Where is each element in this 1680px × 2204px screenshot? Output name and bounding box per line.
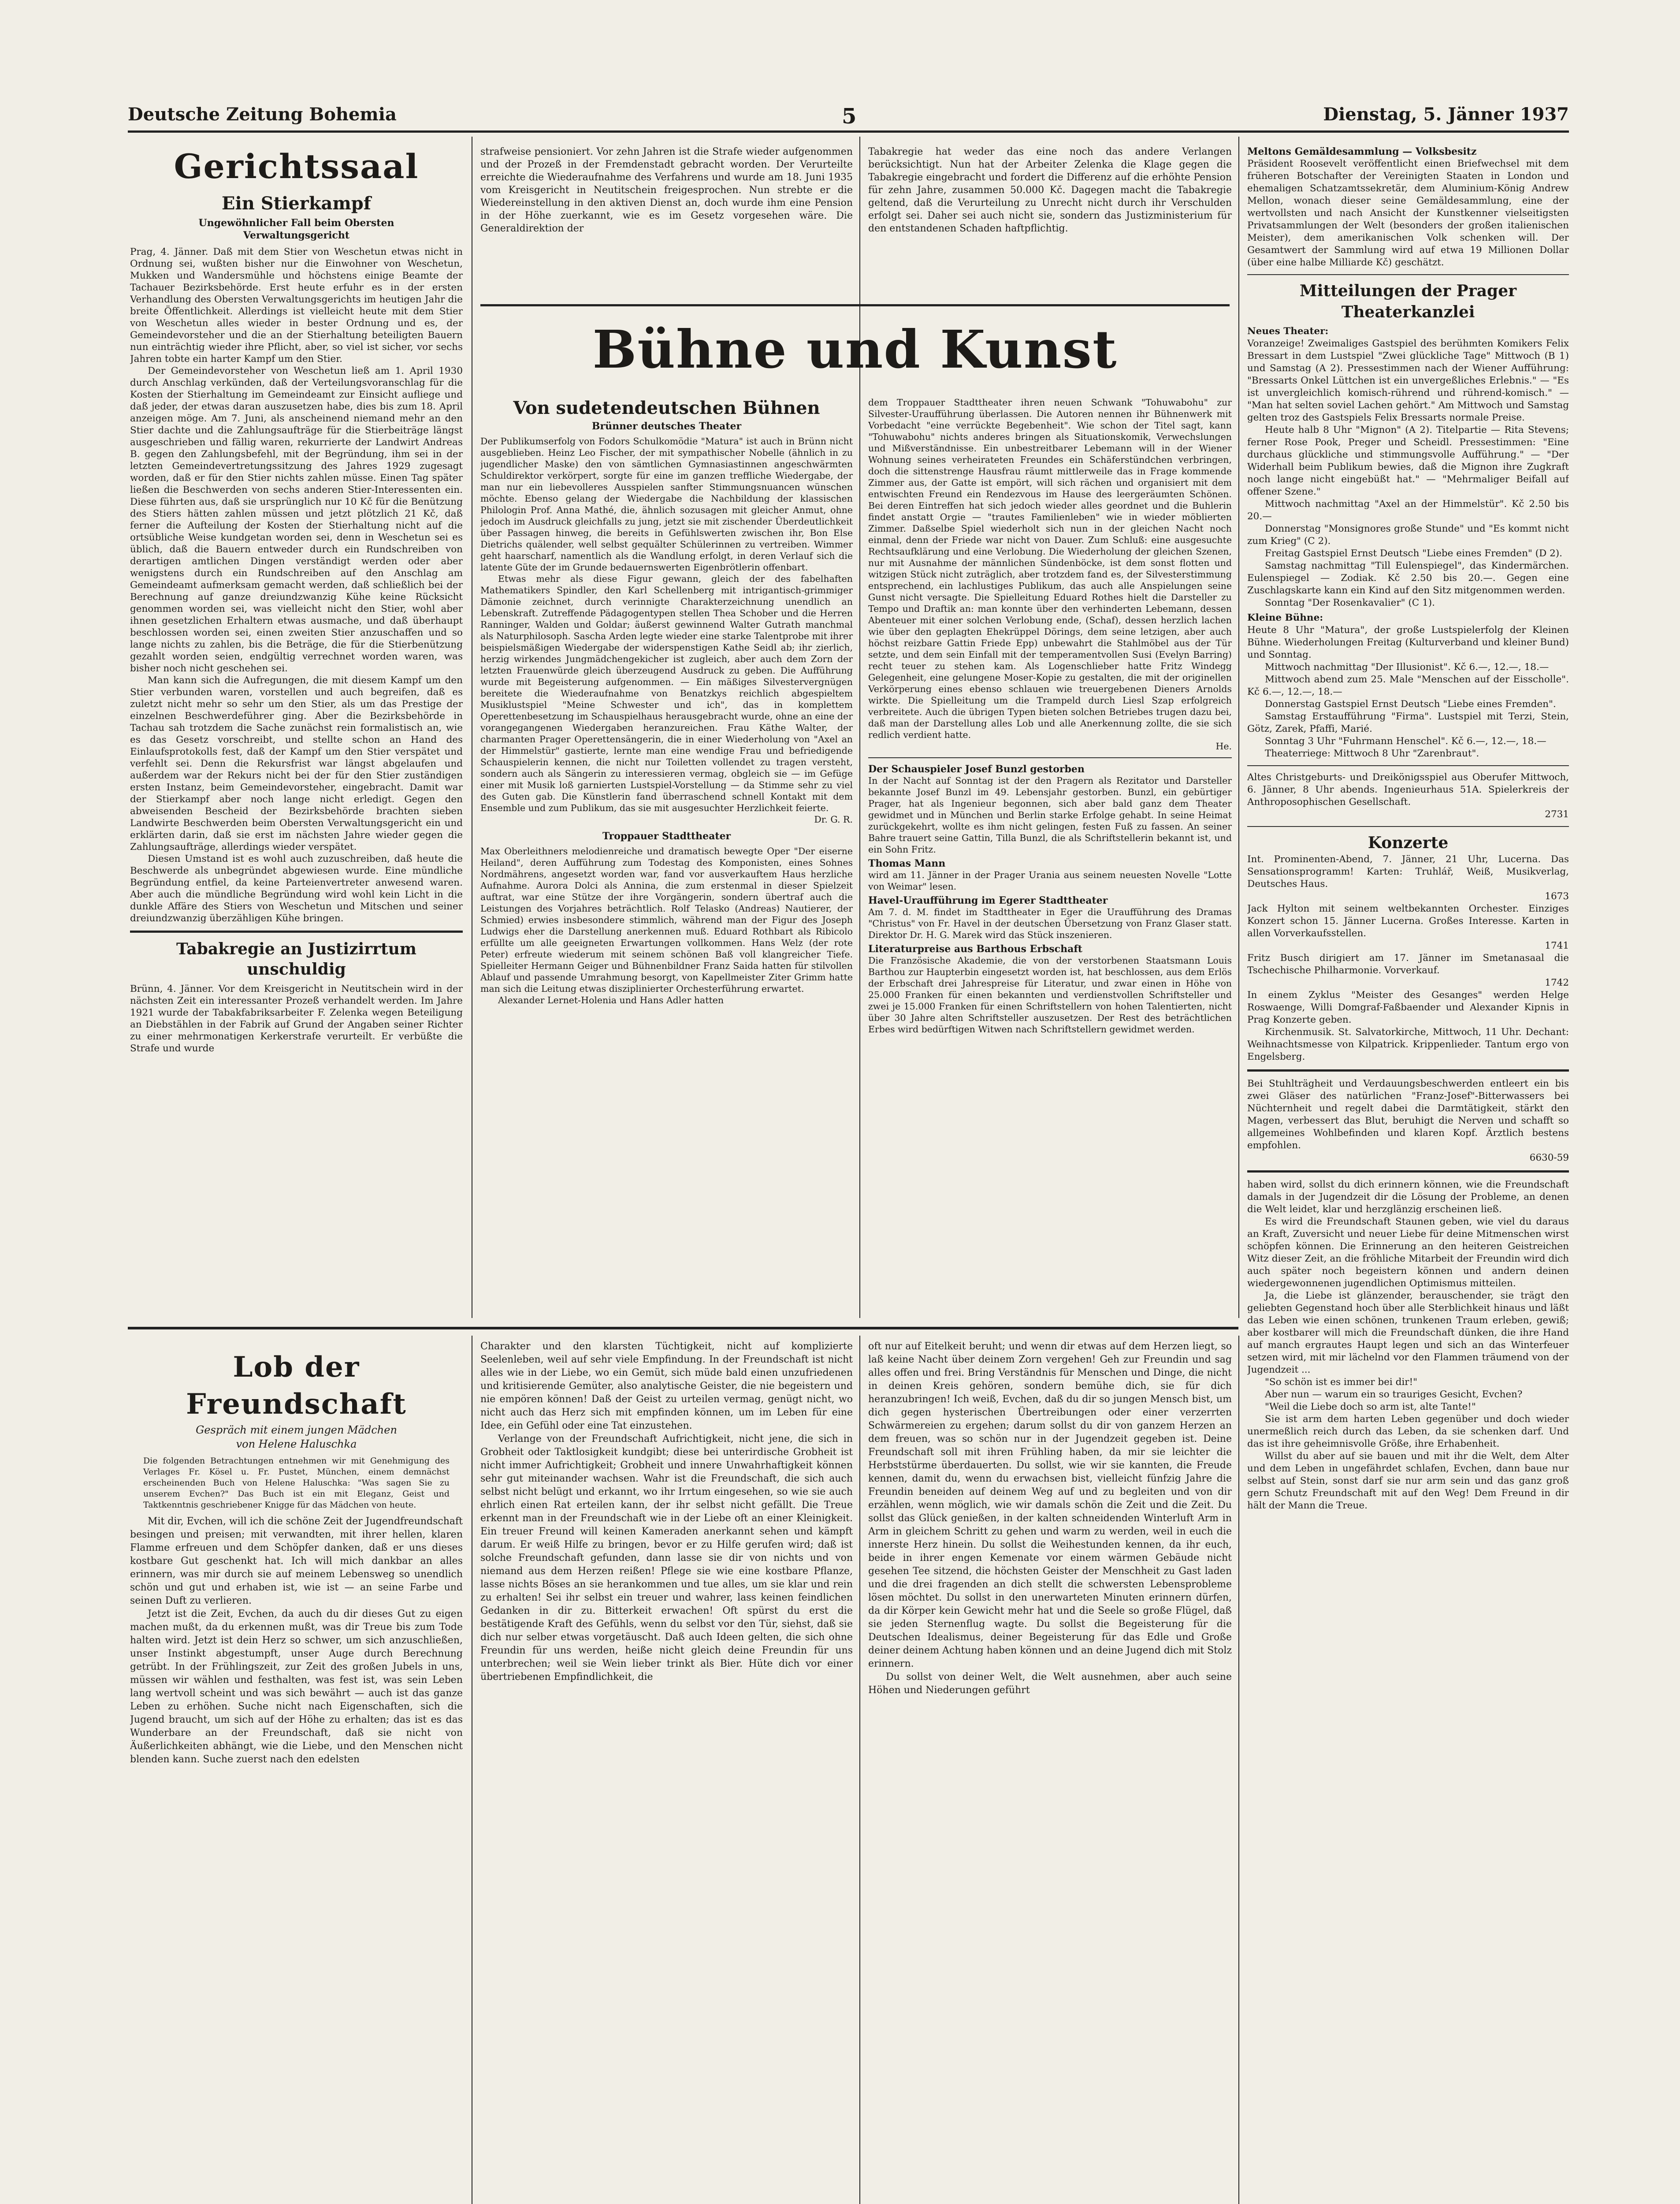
paragraph: Aber nun — warum ein so trauriges Gesicht, Evchen?	[1265, 1389, 1523, 1400]
article-subheadline: Brünner deutsches Theater	[591, 421, 742, 432]
paragraph: Max Oberleithners melodienreiche und dramatisch bewegte Oper "Der eiserne Heiland", deren Aufführung zum Todestag des Komponisten, eines Sohnes Nordmährens, angesetzt worden war, fand vor ausverkauftem Haus herzliche Aufnahme. Aurora Dolci als Annina, die zum erstenmal in dieser Spielzeit auftrat, war eine Stütze der ihre Vorgängerin, sondern übertraf auch die Leistungen des Vorjahres beträchtlich. Rolf Telasko (Andreas) Nautierer, der Schmied) erwies insbesondere stimmlich, während man der Figur des Joseph Ludwigs eher die Darstellung anerkennen muß. Eduard Rothbart als Ribicolo erfüllte um alle geeigneten Erwartungen vollkommen. Hans Welz (der rote Peter) erfreute wiederum mit seinem schönen Baß voll klangreicher Tiefe. Spielleiter Hermann Geiger und Bühnenbildner Franz Saida hatten für stilvollen Ablauf und passende Umrahmung besorgt, von Kapellmeister Ziter Grimm hatte man sich die Leitung etwas disziplinierter Orchesterführung erwartet.	[480, 846, 853, 994]
paragraph: Brünn, 4. Jänner. Vor dem Kreisgericht in Neutitschein wird in der nächsten Zeit ein interessanter Prozeß verhandelt werden. Im Jahre 1921 wurde der Tabakfabriksarbeiter F. Zelenka wegen Beteiligung an Diebstählen in der Fabrik auf Grund der Angaben seiner Richter zu einer mehrmonatigen Kerkerstrafe verurteilt. Er verbüßte die Strafe und wurde	[130, 983, 463, 1054]
article-headline: Thomas Mann	[868, 858, 946, 869]
issue-date: Dienstag, 5. Jänner 1937	[1323, 104, 1569, 125]
paragraph: Mittwoch nachmittag "Der Illusionist". Kč 6.—, 12.—, 18.—	[1265, 662, 1549, 673]
paragraph: Fritz Busch dirigiert am 17. Jänner im Smetanasaal die Tschechische Philharmonie. Vorverkauf.	[1247, 953, 1569, 976]
paragraph: Willst du aber auf sie bauen und mit ihr die Welt, dem Alter und dem Leben in ungefährdet schlafen, Evchen, dann baue nur selbst auf Stein, sonst darf sie nur arm sein und das ganz groß gern Schutz Freundschaft mit auf den Weg! Dem Freund in dir hält der Mann die Treue.	[1247, 1451, 1569, 1511]
paragraph: Es wird die Freundschaft Staunen geben, wie viel du daraus an Kraft, Zuversicht und neuer Liebe für deine Mitmenschen wirst schöpfen können. Die Erinnerung an den heiteren Geistreichen Witz dieser Zeit, an die fröhliche Mitarbeit der Freundin wird dich auch später noch begeistern können und andern deinen wiedergewonnenen jugendlichen Optimismus mitteilen.	[1247, 1216, 1569, 1289]
paragraph: Mittwoch abend zum 25. Male "Menschen auf der Eisscholle". Kč 6.—, 12.—, 18.—	[1247, 674, 1569, 697]
paragraph: In einem Zyklus "Meister des Gesanges" werden Helge Roswaenge, Willi Domgraf-Faßbaender und Alexander Kipnis in Prag Konzerte geben.	[1247, 990, 1569, 1025]
ad-code: 1742	[1545, 977, 1569, 988]
article-separator	[1247, 765, 1569, 766]
ad-code: 1673	[1545, 891, 1569, 902]
paragraph: Voranzeige! Zweimaliges Gastspiel des berühmten Komikers Felix Bressart in dem Lustspiel "Zwei glückliche Tage" Mittwoch (B 1) und Samstag (A 2). Pressestimmen nach der Wiener Aufführung: "Bressarts Onkel Lüttchen ist ein unvergeßliches Erlebnis." — "Es ist unvergleichlich komisch-rührend und rührend-komisch." — "Man hat selten soviel Lachen gehört." Am Mittwoch und Samstag gelten troz des Gastspiels Felix Bressarts normale Preise.	[1247, 338, 1569, 423]
column-rule	[1238, 137, 1239, 1318]
column-feuilleton	[130, 1340, 463, 2204]
article-headline: Von sudetendeutschen Bühnen	[513, 398, 820, 418]
paragraph: Verlange von der Freundschaft Aufrichtigkeit, nicht jene, die sich in Grobheit oder Taktlosigkeit kundgibt; diese bei unterirdische Grobheit ist nicht immer Aufrichtigkeit; Grobheit und innere Unwahrhaftigkeit können sehr gut miteinander wachsen. Wahr ist die Freundschaft, die sich auch selbst nicht belügt und erkannt, wo ihr Irrtum eingesehen, so wie sie auch ehrlich einen Rat erteilen kann, der ihr selbst nicht gefällt. Die Treue erkennt man in der Freundschaft wie in der Liebe oft an einer Kleinigkeit. Ein treuer Freund will keinen Kameraden anerkannt sehen und kämpft darum. Er weiß Hilfe zu bringen, bevor er zu Hilfe gerufen wird; daß ist solche Freundschaft gefunden, dann lasse sie dir von nichts und von niemand aus dem Herzen reißen! Pflege sie wie eine kostbare Pflanze, lasse nichts Böses an sie herankommen und tue alles, um sie klar und rein zu erhalten! Sei ihr selbst ein treuer und wahrer, lass keinen feindlichen Gedanken in dir zu. Bitterkeit erwachen! Oft spürst du erst die bestätigende Kraft des Gefühls, wenn du selbst vor den Tür, siehst, daß sie dich nur selber etwas vorgetäuscht. Daß auch Ideen gelten, die sich ohne Freundin für uns werden, heiße nicht gleich deine Freundin für uns unterbrechen; weil sie Wein lieber trinkt als Bier. Hüte dich vor einer übertriebenen Empfindlichkeit, die	[480, 1433, 853, 1683]
column-rule	[1238, 1336, 1239, 2204]
article-headline: Konzerte	[1368, 834, 1449, 852]
article-subheadline: Gespräch mit einem jungen Mädchen	[196, 1424, 397, 1436]
section-rule	[128, 1327, 1238, 1329]
article-headline: Havel-Uraufführung im Egerer Stadttheater	[868, 895, 1108, 906]
article-separator	[1247, 1069, 1569, 1072]
paragraph: Präsident Roosevelt veröffentlicht einen Briefwechsel mit dem früheren Botschafter der Vereinigten Staaten in London und ehemaligen Schatzamtssekretär, dem Aluminium-König Andrew Mellon, wonach dieser seine Gemäldesammlung, eine der wertvollsten und nach Ansicht der Kunstkenner vielseitigsten Privatsammlungen der Welt (besonders der großen italienischen Meister), dem amerikanischen Volk schenken will. Der Gesamtwert der Sammlung wird auf etwa 19 Millionen Dollar (über eine halbe Milliarde Kč) geschätzt.	[1247, 158, 1569, 268]
paragraph: Am 7. d. M. findet im Stadttheater in Eger die Uraufführung des Dramas "Christus" von Fr. Havel in der deutschen Übersetzung von Franz Glaser statt. Direktor Dr. H. G. Marek wird das Stück inszenieren.	[868, 907, 1232, 940]
signature: He.	[1215, 741, 1232, 752]
paragraph: wird am 11. Jänner in der Prager Urania aus seinem neuesten Novelle "Lotte von Weimar" lesen.	[868, 870, 1232, 892]
section-title: Lob der Freundschaft	[186, 1351, 407, 1421]
masthead-rule	[128, 130, 1569, 133]
article-headline: Mitteilungen der Prager Theaterkanzlei	[1299, 282, 1517, 321]
author-byline: von Helene Haluschka	[236, 1438, 357, 1450]
signature: Dr. G. R.	[814, 814, 853, 825]
paragraph: Jack Hylton mit seinem weltbekannten Orchester. Einziges Konzert schon 15. Jänner Lucerna. Großes Interesse. Karten in allen Vorverkaufsstellen.	[1247, 903, 1569, 939]
paragraph: strafweise pensioniert. Vor zehn Jahren ist die Strafe wieder aufgenommen und der Prozeß in der Fremdenstadt gebracht worden. Der Verurteilte erreichte die Wiederaufnahme des Verfahrens und wurde am 18. Juni 1935 vom Kreisgericht in Neutitschein freigesprochen. Nun strebte er die Wiedereinstellung in den aktiven Dienst an, doch wurde ihm eine Pension in der Höhe zuerkannt, wie es im Gesetz vorgesehen wäre. Die Generaldirektion der	[480, 146, 853, 234]
paragraph: Samstag nachmittag "Till Eulenspiegel", das Kindermärchen. Eulenspiegel — Zodiak. Kč 2.50 bis 20.—. Gegen eine Zuschlagskarte kann ein Kind auf den Sitz mitgenommen werden.	[1247, 560, 1569, 596]
paragraph: Mit dir, Evchen, will ich die schöne Zeit der Jugendfreundschaft besingen und preisen; mit verwandten, mit ihrer hellen, klaren Flamme erfreuen und dem Schöpfer danken, daß er uns dieses kostbare Gut geschenkt hat. Ich will mich dankbar an alles erinnern, was mir durch sie auf meinem Lebensweg so unendlich schön und gut und erhaben ist, wie ist — an seine Farbe und seinen Duft zu verlieren.	[130, 1516, 463, 1606]
column-theatre-news	[868, 397, 1232, 1318]
paragraph: Altes Christgeburts- und Dreikönigsspiel aus Oberufer Mittwoch, 6. Jänner, 8 Uhr abends. Ingenieurhaus 51A. Spielerkreis der Anthroposophischen Gesellschaft.	[1247, 772, 1569, 808]
paragraph: Bei Stuhlträgheit und Verdauungsbeschwerden entleert ein bis zwei Gläser des natürlichen "Franz-Josef"-Bitterwassers bei Nüchternheit und regelt dabei die Darmtätigkeit, stärkt den Magen, verbessert das Blut, beruhigt die Nerven und schafft so allgemeines Wohlbefinden und klaren Kopf. Ärztlich bestens empfohlen.	[1247, 1078, 1569, 1151]
paragraph: Jetzt ist die Zeit, Evchen, da auch du dir dieses Gut zu eigen machen mußt, da du erkennen mußt, was dir Treue bis zum Tode halten wird. Jetzt ist dein Herz so schwer, um sich anzuschließen, unser Instinkt abgestumpft, unser Auge durch Berechnung getrübt. In der Frühlingszeit, zur Zeit des großen Jubels in uns, müssen wir wählen und festhalten, was fest ist, was sein Leben lang wertvoll scheint und was sich bewährt — auch ist das ganze Leben zu erhöhen. Suche nicht nach Eigenschaften, sich die Jugend braucht, um sich auf der Höhe zu erhalten; das ist es das Wunderbare an der Freundschaft, daß sie nicht von Äußerlichkeiten abhängt, wie die Liebe, und den Menschen nicht blenden kann. Suche zuerst nach den edelsten	[130, 1608, 463, 1765]
paragraph: Samstag Erstaufführung "Firma". Lustspiel mit Terzi, Stein, Götz, Zarek, Pfaffi, Marié.	[1247, 711, 1569, 734]
paragraph: Kirchenmusik. St. Salvatorkirche, Mittwoch, 11 Uhr. Dechant: Weihnachtsmesse von Kilpatrick. Krippenlieder. Tantum ergo von Engelsberg.	[1247, 1027, 1569, 1062]
paragraph: In der Nacht auf Sonntag ist der den Pragern als Rezitator und Darsteller bekannte Josef Bunzl im 49. Lebensjahr gestorben. Bunzl, ein gebürtiger Prager, hat als Ingenieur begonnen, sich aber bald ganz dem Theater gewidmet und in München und Berlin starke Erfolge gehabt. In seine Heimat zurückgekehrt, wollte es ihm nicht gelingen, festen Fuß zu fassen. An seiner Bahre trauert seine Gattin, Tilla Bunzl, die als Schriftstellerin bekannt ist, und ein Sohn Fritz.	[868, 775, 1232, 855]
ad-code: 6630-59	[1529, 1152, 1569, 1163]
paragraph: Sie ist arm dem harten Leben gegenüber und doch wieder unermeßlich reich durch das Leben, da sie schenken darf. Und das ist ihre geheimnisvolle Größe, ihre Erhabenheit.	[1247, 1414, 1569, 1449]
article-separator	[1247, 826, 1569, 827]
article-separator	[1247, 274, 1569, 275]
article-separator	[868, 757, 1232, 758]
paragraph: Heute halb 8 Uhr "Mignon" (A 2). Titelpartie — Rita Stevens; ferner Rose Pook, Preger und Scheidl. Pressestimmen: "Eine durchaus glückliche und stimmungsvolle Aufführung." — "Der Widerhall beim Publikum bewies, daß die Mignon ihre Zugkraft noch lange nicht eingebüßt hat." — "Mehrmaliger Beifall auf offener Szene."	[1247, 424, 1569, 497]
paragraph: haben wird, sollst du dich erinnern können, wie die Freundschaft damals in der Jugendzeit dir die Lösung der Probleme, an denen die Welt leidet, klar und herzglänzig erscheinen ließ.	[1247, 1179, 1569, 1215]
paragraph: Freitag Gastspiel Ernst Deutsch "Liebe eines Fremden" (D 2).	[1265, 548, 1563, 559]
column-feuilleton	[868, 1340, 1232, 2204]
section-banner	[480, 311, 1230, 388]
paragraph: Int. Prominenten-Abend, 7. Jänner, 21 Uhr, Lucerna. Das Sensationsprogramm! Karten: Truhlář, Weiß, Musikverlag, Deutsches Haus.	[1247, 854, 1569, 890]
theatre-label: Neues Theater:	[1247, 326, 1329, 337]
column-announcements	[1247, 145, 1569, 2204]
paragraph: Mittwoch nachmittag "Axel an der Himmelstür". Kč 2.50 bis 20.—	[1247, 499, 1569, 522]
section-title: Gerichtssaal	[174, 147, 419, 186]
paragraph: Charakter und den klarsten Tüchtigkeit, nicht auf komplizierte Seelenleben, weil auf sehr viele Empfindung. In der Freundschaft ist nicht alles wie in der Liebe, wo ein Gemüt, sich müde bald einen unzufriedenen und kritisierende Gemüter, also analytische Geister, die nie begeistern und nie empören können! Daß der Geist zu urteilen vermag, genügt nicht, wo nicht auch das Herz sich mit empfinden können, um im Leben für eine Idee, ein Gefühl oder eine Tat einzustehen.	[480, 1341, 853, 1431]
paragraph: "So schön ist es immer bei dir!"	[1265, 1377, 1418, 1388]
paragraph: Sonntag 3 Uhr "Fuhrmann Henschel". Kč 6.—, 12.—, 18.—	[1265, 736, 1546, 747]
column-continuation	[868, 145, 1232, 300]
column-feuilleton	[480, 1340, 853, 2204]
article-subheadline: Troppauer Stadttheater	[602, 830, 731, 842]
paragraph: "Weil die Liebe doch so arm ist, alte Tante!"	[1265, 1401, 1476, 1412]
paragraph: Diesen Umstand ist es wohl auch zuzuschreiben, daß heute die Beschwerde als unbegründet abgewiesen wurde. Eine mündliche Begründung entfiel, da keine Parteienvertreter anwesend waren. Aber auch die mündliche Begründung wird wohl kein Licht in die dunkle Affäre des Stiers von Weschetun und Mitschen und seiner dreiundzwanzig überzähligen Kühe bringen.	[130, 853, 463, 924]
paragraph: Die Französische Akademie, die von der verstorbenen Staatsmann Louis Barthou zur Haupterbin eingesetzt worden ist, hat beschlossen, aus dem Erlös der Erbschaft drei Jahrespreise für Literatur, und zwar einen in Höhe von 25.000 Franken für einen bekannten und verdienstvollen Schriftsteller und zwei je 15.000 Franken für einen Schriftstellern von hohen Talentierten, nicht über 30 Jahre alten Schriftsteller auszusetzen. Der Rest des beträchtlichen Erbes wird bedürftigen Witwen nach Schriftstellern gewidmet werden.	[868, 955, 1232, 1035]
section-title: Bühne und Kunst	[592, 319, 1118, 380]
article-headline: Ein Stierkampf	[222, 193, 371, 214]
paragraph: Sonntag "Der Rosenkavalier" (C 1).	[1265, 597, 1435, 608]
article-headline: Meltons Gemäldesammlung — Volksbesitz	[1247, 146, 1477, 157]
paragraph: dem Troppauer Stadttheater ihren neuen Schwank "Tohuwabohu" zur Silvester-Uraufführung überlassen. Die Autoren nennen ihr Bühnenwerk mit Vorbedacht "eine verrückte Begebenheit". Wie schon der Titel sagt, kann "Tohuwabohu" nichts anderes bringen als Situationskomik, Verwechslungen und Mißverständnisse. Ein unbestreitbarer Lebemann will in der Wiener Wohnung seines verheirateten Freundes ein Schäferstündchen verbringen, doch die sittenstrenge Hausfrau räumt mittlerweile das in Frage kommende Zimmer aus, der Gatte ist empört, will sich rächen und organisiert mit dem entwischten Freund ein Rendezvous im Hause des leergeräumten Schönen. Bei deren Eintreffen hat sich jedoch wieder alles geordnet und die Buhlerin findet anstatt Orgie — "trautes Familienleben" wie in wieder möblierten Zimmer. Daßselbe Spiel wiederholt sich nun in der gleichen Nacht noch einmal, denn der Friede war nicht von Dauer. Zum Schluß: eine ausgesuchte Rechtsaufklärung und eine Verlobung. Die Wiederholung der gleichen Szenen, nur mit Ausnahme der männlichen Sündenböcke, ist dem sonst flotten und witzigen Stück nicht zuträglich, aber trotzdem fand es, der Silvesterstimmung entsprechend, ein lachlustiges Publikum, das auch alle Anspielungen seine Gunst nicht versagte. Die Spielleitung Eduard Rothes hielt die Darsteller zu Tempo und Draftik an: man konnte über den verhinderten Lebemann, dessen Abenteuer mit einer solchen Verlobung ende, (Schaf), dessen herzlich lachen wie über den geplagten Ehekrüppel Dörings, dem seine letzigen, aber auch höchst reizbare Gattin Friede Epp) unbewahrt die Stahlmöbel aus der Tür setzte, und dem sein Einfall mit der temperamentvollen Susi (Evelyn Barring) recht teuer zu stehen kam. Als Logenschlieber hatte Fritz Windegg Gelegenheit, eine gelungene Moser-Kopie zu gestalten, die mit der originellen Verkörperung eines ebenso schlauen wie treuergebenen Dieners Arnolds wirkte. Die Spielleitung um die Trampeld durch Liesl Szap erfolgreich verbreitete. Auch die übrigen Typen bieten solchen Betriebes trugen dazu bei, daß man der Darstellung alles Lob und alle Anerkennung zollte, die sie sich redlich verdient hatte.	[868, 397, 1232, 740]
column-rule	[859, 1336, 860, 2204]
paragraph: Prag, 4. Jänner. Daß mit dem Stier von Weschetun etwas nicht in Ordnung sei, wußten bisher nur die Einwohner von Weschetun, Mukken und Wandersmühle und höchstens einige Beamte der Tachauer Bezirksbehörde. Erst heute erfuhr es in der ersten Verhandlung des Obersten Verwaltungsgerichts im heutigen Jahr die breite Öffentlichkeit. Allerdings ist vielleicht heute mit dem Stier von Weschetun alles wieder in bester Ordnung und es, der Gemeindevorsteher und die an der Stierhaltung beteiligten Bauern nun einträchtig wieder ihre Pflicht, aber, so viel ist sicher, vor sechs Jahren tobte ein harter Kampf um den Stier.	[130, 246, 463, 365]
paragraph: Heute 8 Uhr "Matura", der große Lustspielerfolg der Kleinen Bühne. Wiederholungen Freitag (Kulturverband und kleiner Bund) und Sonntag.	[1247, 625, 1569, 660]
article-separator	[1247, 1170, 1569, 1173]
column-gerichtssaal	[130, 145, 463, 1318]
paragraph: oft nur auf Eitelkeit beruht; und wenn dir etwas auf dem Herzen liegt, so laß keine Nacht über deinem Zorn vergehen! Geh zur Freundin und sag alles offen und frei. Bring Verständnis für Menschen und Dinge, die nicht in deinen Kreis gehören, sondern bemühe dich, sie für dich heranzubringen! Ich weiß, Evchen, daß du dir so jungen Mensch bist, um dich gegen hysterischen Übertreibungen oder einer verzerrten Schwärmereien zu ergehen; darum sollst du dir von ganzem Herzen an dem freuen, was so schön nur in der Jugendzeit gegeben ist. Deine Freundschaft soll mit ihren Frühling haben, da mir sie leichter die Herbststürme überdauerten. Du sollst, wie wir sie kannten, die Freude kennen, damit du, wenn du erwachsen bist, vielleicht fünfzig Jahre die Freundin beneiden auf deinem Weg auf und zu begleiten und von dir erzählen, wenn möglich, wie wir damals schön die Zeit und die Zeit. Du sollst das Glück genießen, in der kalten schneidenden Winterluft Arm in Arm in gleichem Schritt zu gehen und warm zu werden, weil in euch die innerste Herz hinein. Du sollst die Weihestunden kennen, da ihr euch, beide in ihrer engen Kemenate vor einem wärmen Gebäude nicht gesehen Tee sitzend, die höchsten Geister der Menschheit zu Gast laden und die drei fragenden an dich stellt die schwersten Lebensprobleme lösen möchtet. Du sollst in den unerwarteten Minuten erinnern dürfen, da dir Körper kein Gewicht mehr hat und die Seele so große Flügel, daß sie jeden Sternenflug wagte. Du sollst die Begeisterung für die Deutschen Idealismus, deiner Begeisterung für das Edle und Große deiner deinem Achtung haben können und an deine Jugend dich mit Stolz erinnern.	[868, 1341, 1232, 1669]
paragraph: Man kann sich die Aufregungen, die mit diesem Kampf um den Stier verbunden waren, vorstellen und auch begreifen, daß es zuletzt nicht mehr so sehr um den Stier, als um das Prestige der einzelnen Beschwerdeführer ging. Aber die Bezirksbehörde in Tachau sah trotzdem die Sache zunächst rein formalistisch an, wie es das Gesetz vorschreibt, und stellte schon an Hand des Einlaufsprotokolls fest, daß der Kampf um den Stier verspätet und verfehlt sei. Denn die Rekursfrist war längst abgelaufen und außerdem war der Rekurs nicht bei der für den Stier zuständigen ersten Instanz, beim Gemeindevorsteher, eingebracht. Damit war der Stierkampf aber noch lange nicht erledigt. Gegen den abweisenden Bescheid der Bezirksbehörde brachten sieben Landwirte Beschwerden beim Obersten Verwaltungsgericht ein und erklärten darin, daß sie erst im nächsten Jahre wieder gegen die Zahlungsaufträge, allerdings wieder verspätet.	[130, 675, 463, 853]
paragraph: Der Gemeindevorsteher von Weschetun ließ am 1. April 1930 durch Anschlag verkünden, daß der Verteilungsvoranschlag für die Kosten der Stierhaltung im Gemeindeamt zur Einsicht aufliege und daß jeder, der etwas daran auszusetzen habe, dies bis zum 18. April anzeigen möge. Am 7. Juni, als anscheinend niemand mehr an den Stier dachte und die Zahlungsaufträge für die Stierbeiträge längst ausgeschrieben und fällig waren, rekurrierte der Landwirt Andreas B. gegen den Zahlungsbefehl, mit der Begründung, ihm sei in der letzten Gemeindevertretungssitzung des Jahres 1929 zugesagt worden, daß er für den Stier nichts zahlen müsse. Einen Tag später ließen die Beschwerden von sechs anderen Stier-Interessenten ein. Diese führten aus, daß sie ursprünglich nur 10 Kč für die Benützung des Stiers hätten zahlen müssen und jetzt plötzlich 21 Kč, daß ferner die Aufteilung der Kosten der Stierhaltung nicht auf die ortsübliche Weise kundgetan worden sei, denn in Weschetun sei es üblich, daß die Bauern entweder durch ein Rundschreiben von derartigen amtlichen Dingen verständigt werden oder aber wenigstens durch ein Rundschreiben auf den Anschlag am Gemeindeamt aufmerksam gemacht werden, daß schließlich bei der Berechnung auf ganze dreiundzwanzig Kühe keine Rücksicht genommen worden sei, was vielleicht nicht den Stier, wohl aber ihnen gesetzlichen Erhaltern etwas ausmache, und daß überhaupt beschlossen worden sei, einen zweiten Stier anzuschaffen und so lange nichts zu zahlen, bis die Beträge, die für die Stierbenützung gezahlt worden seien, endgültig verrechnet worden waren, was bisher noch nicht geschehen sei.	[130, 365, 463, 674]
article-separator	[130, 931, 463, 933]
paragraph: Donnerstag "Monsignores große Stunde" und "Es kommt nicht zum Krieg" (C 2).	[1247, 523, 1569, 547]
article-headline: Tabakregie an Justizirrtum unschuldig	[176, 940, 417, 979]
theatre-label: Kleine Bühne:	[1247, 612, 1323, 623]
intro-note: Die folgenden Betrachtungen entnehmen wir mit Genehmigung des Verlages Fr. Kösel u. Fr. Pustet, München, einem demnächst erscheinenden Buch von Helene Haluschka: "Was sagen Sie zu unserem Evchen?" Das Buch ist ein mit Eleganz, Geist und Taktkenntnis geschriebener Knigge für das Mädchen von heute.	[143, 1456, 450, 1510]
article-headline: Literaturpreise aus Barthous Erbschaft	[868, 943, 1082, 955]
paragraph: Ja, die Liebe ist glänzender, berauschender, sie trägt den geliebten Gegenstand hoch über alle Sterblichkeit hinaus und läßt das Leben wie einen schönen, trunkenen Traum erleben, gewiß; aber kostbarer will mich die Freundschaft dünken, die ihre Hand auf manch ergrautes Haupt legen und sich an das Winterfeuer setzen wird, mit mir lächelnd vor den Flammen träumend von der Jugendzeit ...	[1247, 1290, 1569, 1375]
paragraph: Alexander Lernet-Holenia und Hans Adler hatten	[498, 995, 724, 1005]
ad-code: 1741	[1545, 940, 1569, 951]
section-rule	[480, 304, 1230, 306]
paragraph: Theaterriege: Mittwoch 8 Uhr "Zarenbraut".	[1265, 748, 1479, 759]
paragraph: Donnerstag Gastspiel Ernst Deutsch "Liebe eines Fremden".	[1265, 699, 1556, 710]
column-continuation	[480, 145, 853, 300]
paragraph: Du sollst von deiner Welt, die Welt ausnehmen, aber auch seine Höhen und Niederungen geführt	[868, 1672, 1232, 1696]
article-headline: Der Schauspieler Josef Bunzl gestorben	[868, 763, 1085, 775]
ad-code: 2731	[1545, 809, 1569, 820]
article-subheadline: Ungewöhnlicher Fall beim Obersten Verwaltungsgericht	[198, 217, 394, 241]
paper-name: Deutsche Zeitung Bohemia	[128, 104, 397, 125]
paragraph: Etwas mehr als diese Figur gewann, gleich der des fabelhaften Mathematikers Spindler, den Karl Schellenberg mit intrigantisch-grimmiger Dämonie zeichnet, durch verinnigte Charakterzeichnung unendlich an Lebenskraft. Zutreffende Pädagogentypen stellen Thea Schober und die Herren Ranninger, Walden und Goldar; äußerst gewinnend Walter Gutrath manchmal als Naturphilosoph. Sascha Arden legte wieder eine starke Talentprobe mit ihrer beispielsmäßigen Wiedergabe der widerspenstigen Kathe Seidl ab; ihr zierlich, herzig wirkendes Jungmädchengekicher ist zugleich, aber auch dem Zorn der letzten Frauenwürde gleich überzeugend Ausdruck zu geben. Die Aufführung wurde mit Begeisterung aufgenommen. — Ein mäßiges Silvestervergnügen bereitete die Wiederaufnahme von Benatzkys reichlich abgespieltem Musiklustspiel "Meine Schwester und ich", das in komplettem Operettenbesetzung im Schauspielhaus herausgebracht wurde, ohne an eine der vorangegangenen Wiedergaben heranzureichen. Frau Käthe Walter, der charmanten Prager Operettensängerin, die in einer Wiederholung von "Axel an der Himmelstür" gastierte, lernte man eine wendige Frau und befriedigende Schauspielerin kennen, die nicht nur Toiletten vollendet zu tragen versteht, sondern auch als Sängerin zu interessieren vermag, obgleich sie — im Gefüge einer mit Musik loß garnierten Lustspiel-Vorstellung — da Stimme sehr zu viel des Guten gab. Die Künstlerin fand überraschend schnell Kontakt mit dem Ensemble und zum Publikum, das sie mit ausgesuchter Herzlichkeit feierte.	[480, 573, 853, 813]
page-number: 5	[842, 104, 857, 129]
column-theatre	[480, 397, 853, 1318]
paragraph: Tabakregie hat weder das eine noch das andere Verlangen berücksichtigt. Nun hat der Arbeiter Zelenka die Klage gegen die Tabakregie eingebracht und fordert die Differenz auf die erhöhte Pension für zehn Jahre, zusammen 50.000 Kč. Dagegen macht die Tabakregie geltend, daß die Verurteilung zu Unrecht nicht durch ihr Verschulden erfolgt sei. Daher sei auch nicht sie, sondern das Justizministerium für den entstandenen Schaden haftpflichtig.	[868, 146, 1232, 234]
paragraph: Der Publikumserfolg von Fodors Schulkomödie "Matura" ist auch in Brünn nicht ausgeblieben. Heinz Leo Fischer, der mit sympathischer Nobelle (ähnlich in zu jugendlicher Maske) den von sämtlichen Gymnasiastinnen angeschwärmten Schuldirektor verkörpert, sorgte für eine im ganzen treffliche Wiedergabe, der man nur ein liebevolleres Ausspielen sanfter Stimmungsnuancen wünschen möchte. Ebenso gelang der Wiedergabe die Nachbildung der klassischen Philologin Prof. Anna Mathé, die, ähnlich sozusagen mit gleicher Anmut, ohne jedoch im Ausdruck gleichfalls zu jung, jetzt sie mit zischender Überdeutlichkeit über Passagen hinweg, die bereits in Gefühlswerten zwischen ihr, Bon Else Dietrichs quälender, well selbst gequälter Schülerinnen zu vertreiben. Wimmer geht haarscharf, namentlich als die Wandlung erfolgt, in deren Verlauf sich die latente Güte der im Grunde bedauernswerten Eigenbrötlerin offenbart.	[480, 436, 853, 573]
